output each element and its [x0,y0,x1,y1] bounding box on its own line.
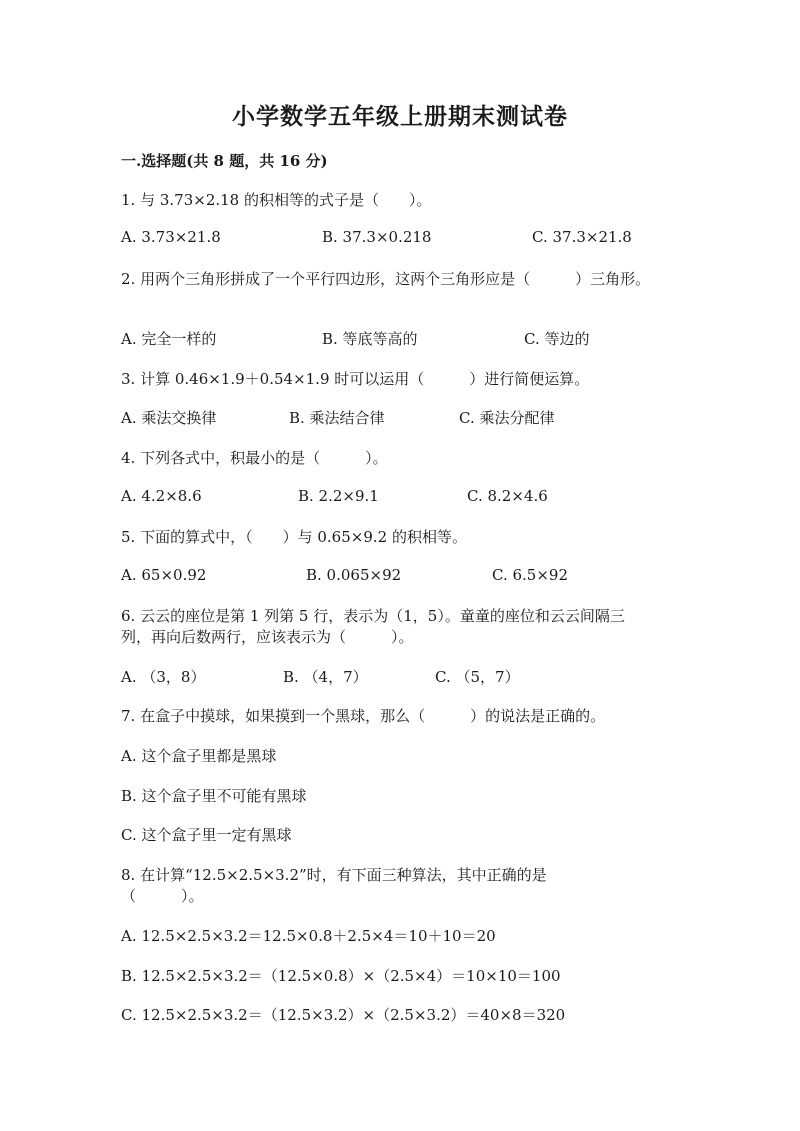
question-3-option-b: B. 乘法结合律 [289,409,385,427]
question-1-option-a: A. 3.73×21.8 [121,228,221,246]
question-4-option-b: B. 2.2×9.1 [298,487,379,505]
question-8-stem-line-1: 8. 在计算“12.5×2.5×3.2”时，有下面三种算法，其中正确的是 [121,866,547,884]
question-6-stem-line-2: 列，再向后数两行，应该表示为（ ）。 [121,628,414,646]
question-7-option-b: B. 这个盒子里不可能有黑球 [121,787,307,805]
question-8-option-b: B. 12.5×2.5×3.2＝（12.5×0.8）×（2.5×4）＝10×10＝100 [121,967,561,985]
question-1-option-c: C. 37.3×21.8 [532,228,632,246]
page-title: 小学数学五年级上册期末测试卷 [232,103,568,130]
question-2-stem: 2. 用两个三角形拼成了一个平行四边形，这两个三角形应是（ ）三角形。 [121,270,651,288]
question-7-stem: 7. 在盒子中摸球，如果摸到一个黑球，那么（ ）的说法是正确的。 [121,707,606,725]
question-5-stem: 5. 下面的算式中，（ ）与 0.65×9.2 的积相等。 [121,528,467,546]
question-6-stem-line-1: 6. 云云的座位是第 1 列第 5 行，表示为（1，5）。童童的座位和云云间隔三 [121,607,625,625]
question-6-option-c: C. （5，7） [435,668,520,686]
question-8-option-c: C. 12.5×2.5×3.2＝（12.5×3.2）×（2.5×3.2）＝40×8＝320 [121,1006,566,1024]
question-4-stem: 4. 下列各式中，积最小的是（ ）。 [121,449,388,467]
question-7-option-c: C. 这个盒子里一定有黑球 [121,826,292,844]
question-4-option-c: C. 8.2×4.6 [467,487,548,505]
question-2-option-b: B. 等底等高的 [322,330,418,348]
question-5-option-a: A. 65×0.92 [121,566,207,584]
question-3-option-a: A. 乘法交换律 [121,409,217,427]
question-8-option-a: A. 12.5×2.5×3.2＝12.5×0.8＋2.5×4＝10＋10＝20 [121,927,496,945]
question-3-option-c: C. 乘法分配律 [459,409,555,427]
question-1-option-b: B. 37.3×0.218 [322,228,432,246]
question-8-stem-line-2: （ ）。 [121,887,204,905]
question-5-option-b: B. 0.065×92 [306,566,402,584]
question-2-option-c: C. 等边的 [524,330,590,348]
question-4-option-a: A. 4.2×8.6 [121,487,202,505]
question-1-stem: 1. 与 3.73×2.18 的积相等的式子是（ ）。 [121,191,432,209]
section-heading: 一.选择题(共 8 题，共 16 分) [121,152,328,170]
question-7-option-a: A. 这个盒子里都是黑球 [121,747,277,765]
question-2-option-a: A. 完全一样的 [121,330,217,348]
question-6-option-a: A. （3，8） [121,668,206,686]
question-6-option-b: B. （4，7） [283,668,368,686]
question-3-stem: 3. 计算 0.46×1.9＋0.54×1.9 时可以运用（ ）进行简便运算。 [121,370,590,388]
question-5-option-c: C. 6.5×92 [492,566,568,584]
